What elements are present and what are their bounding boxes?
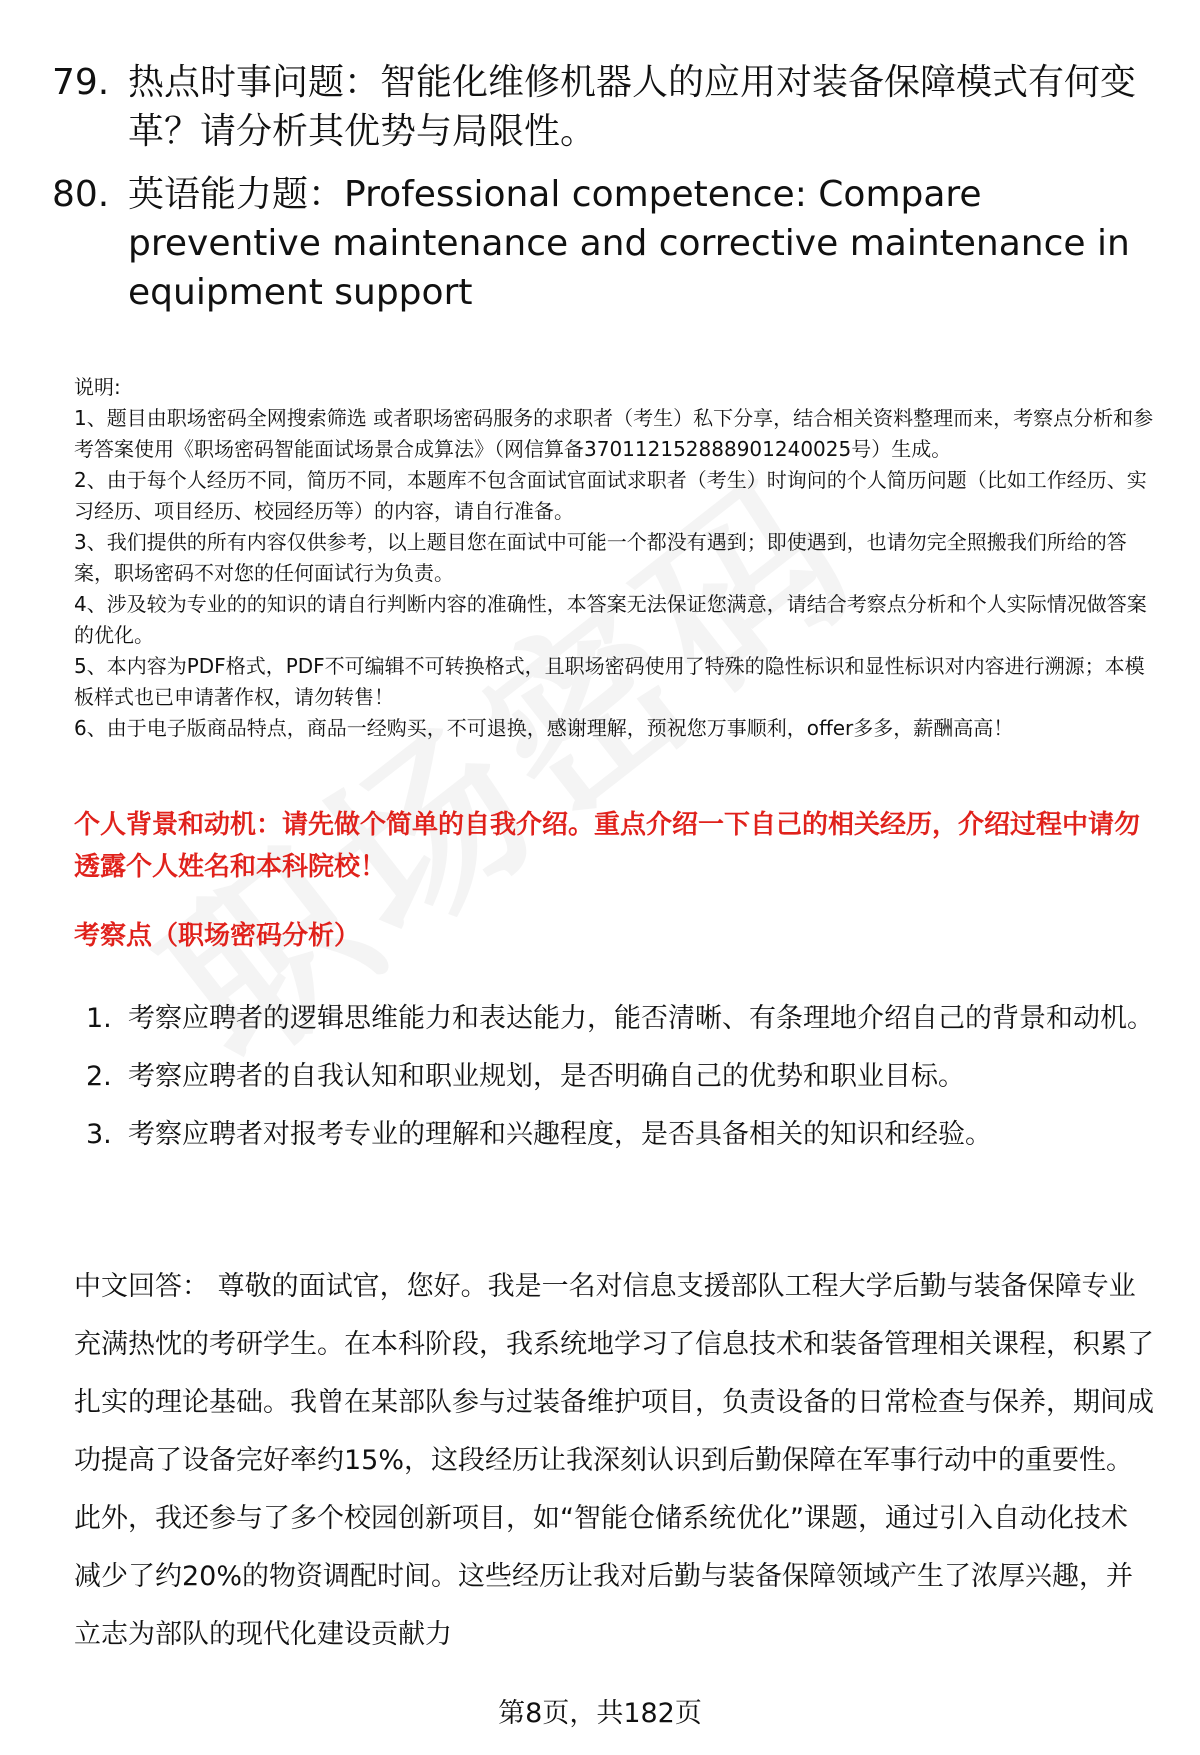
note-item: 5、本内容为PDF格式，PDF不可编辑不可转换格式，且职场密码使用了特殊的隐性标识和显性标识对内容进行溯源；本模板样式也已申请著作权，请勿转售！ (74, 654, 1145, 709)
note-item: 4、涉及较为专业的的知识的请自行判断内容的准确性，本答案无法保证您满意，请结合考察点分析和个人实际情况做答案的优化。 (74, 592, 1147, 647)
list-item-text: 考察应聘者的自我认知和职业规划，是否明确自己的优势和职业目标。 (128, 1061, 965, 1092)
note-item: 3、我们提供的所有内容仅供参考，以上题目您在面试中可能一个都没有遇到；即使遇到，也请勿完全照搬我们所给的答案，职场密码不对您的任何面试行为负责。 (74, 530, 1127, 585)
question-text: 英语能力题：Professional competence: Compare preventive maintenance and corrective maintenance in equipment support (128, 174, 1130, 313)
notes-section (74, 372, 1154, 744)
question-number: 80. (52, 174, 110, 215)
list-item-text: 考察应聘者的逻辑思维能力和表达能力，能否清晰、有条理地介绍自己的背景和动机。 (128, 1003, 1154, 1034)
list-item-number: 3. (86, 1119, 112, 1150)
list-item (74, 990, 1154, 1048)
question-text: 热点时事问题：智能化维修机器人的应用对装备保障模式有何变革？请分析其优势与局限性。 (128, 62, 1137, 152)
analysis-heading: 考察点（职场密码分析） (74, 921, 361, 951)
list-item (74, 1048, 1154, 1106)
list-item-number: 2. (86, 1061, 112, 1092)
list-item-text: 考察应聘者对报考专业的理解和兴趣程度，是否具备相关的知识和经验。 (128, 1119, 992, 1150)
page-number: 第8页，共182页 (498, 1698, 702, 1729)
answer-text: 中文回答： 尊敬的面试官，您好。我是一名对信息支援部队工程大学后勤与装备保障专业充满热忱的考研学生。在本科阶段，我系统地学习了信息技术和装备管理相关课程，积累了扎实的理论基础。我曾在某部队参与过装备维护项目，负责设备的日常检查与保养，期间成功提高了设备完好率约15%，这段经历让我深刻认识到后勤保障在军事行动中的重要性。此外，我还参与了多个校园创新项目，如“智能仓储系统优化”课题，通过引入自动化技术减少了约20%的物资调配时间。这些经历让我对后勤与装备保障领域产生了浓厚兴趣，并立志为部队的现代化建设贡献力 (74, 1271, 1154, 1650)
note-item: 2、由于每个人经历不同，简历不同，本题库不包含面试官面试求职者（考生）时询问的个人简历问题（比如工作经历、实习经历、项目经历、校园经历等）的内容，请自行准备。 (74, 468, 1147, 523)
notes-title: 说明: (74, 375, 121, 399)
question-80 (52, 170, 1152, 317)
list-item-number: 1. (86, 1003, 112, 1034)
question-79 (52, 58, 1152, 156)
question-number: 79. (52, 62, 110, 103)
note-item: 6、由于电子版商品特点，商品一经购买，不可退换，感谢理解，预祝您万事顺利，offer多多，薪酬高高！ (74, 716, 1014, 740)
question-heading: 个人背景和动机：请先做个简单的自我介绍。重点介绍一下自己的相关经历，介绍过程中请勿透露个人姓名和本科院校！ (74, 810, 1141, 882)
note-item: 1、题目由职场密码全网搜索筛选 或者职场密码服务的求职者（考生）私下分享，结合相关资料整理而来，考察点分析和参考答案使用《职场密码智能面试场景合成算法》（网信算备370112152888901240025号）生成。 (74, 406, 1154, 461)
list-item (74, 1106, 1154, 1164)
analysis-points (74, 990, 1154, 1164)
